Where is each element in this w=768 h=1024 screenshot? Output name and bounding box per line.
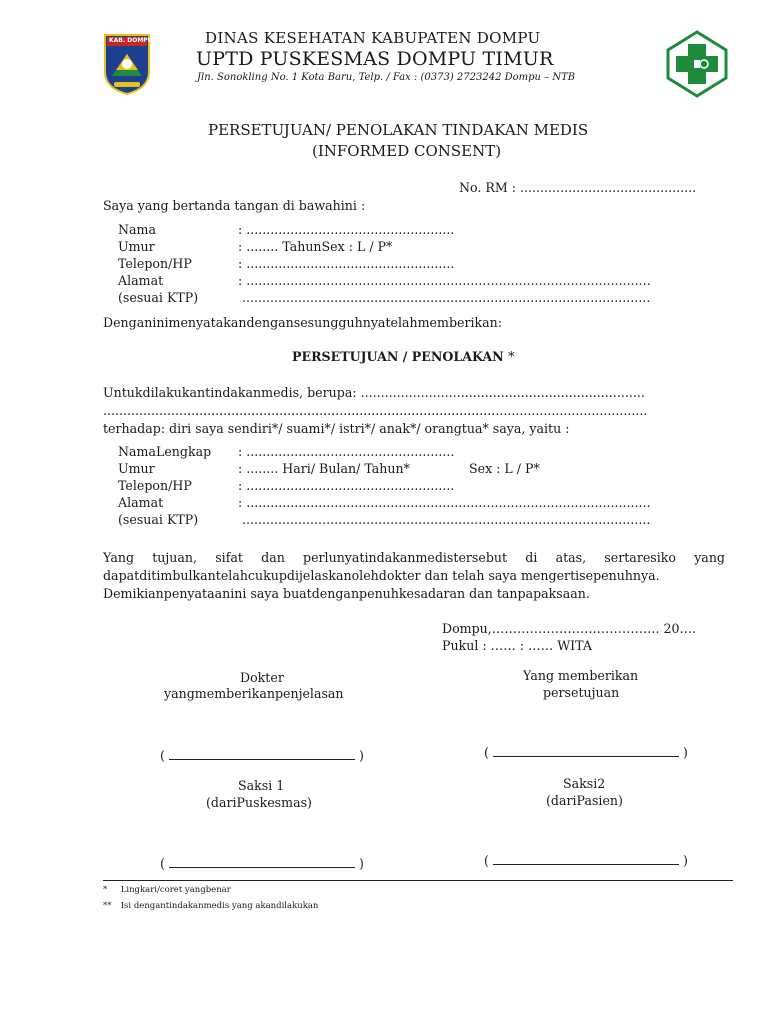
address-line: Jln. Sonokling No. 1 Kota Baru, Telp. / Fax : (0373) 2723242 Dompu – NTB <box>197 72 576 83</box>
close-paren: ) <box>682 745 688 760</box>
giver-caption-2: persetujuan <box>543 685 620 700</box>
doctor-caption-1: Dokter <box>240 670 284 685</box>
signer-alamat-label: Alamat <box>118 273 164 288</box>
logo-puskesmas <box>666 30 728 98</box>
patient-sex-field[interactable]: Sex : L / P* <box>469 461 540 476</box>
rm-dots[interactable]: ............................................ <box>520 180 697 195</box>
witness2-signature-line[interactable] <box>484 853 688 868</box>
witness2-signature-blank[interactable] <box>493 853 679 865</box>
time-field[interactable]: Pukul : …… : …… WITA <box>442 638 592 653</box>
signer-fields <box>118 222 728 312</box>
patient-umur-label: Umur <box>118 461 155 476</box>
doctor-signature-blank[interactable] <box>169 748 355 760</box>
open-paren: ( <box>484 853 489 868</box>
logo-kab-dompu <box>102 32 152 96</box>
intro-text: Saya yang bertanda tangan di bawahini : <box>103 198 366 213</box>
patient-alamat-label: Alamat <box>118 495 164 510</box>
section-heading <box>292 349 514 364</box>
patient-telepon-field[interactable]: : .................................................... <box>238 478 455 493</box>
giver-signature-blank[interactable] <box>493 745 679 757</box>
footnote-1 <box>103 885 231 895</box>
witness2-caption-2: (dariPasien) <box>546 793 623 808</box>
footnote-1-mark: * <box>103 885 108 895</box>
patient-ktp-field[interactable]: ...................................................................................................... <box>242 512 651 527</box>
paragraph-line-2: dapatditimbulkantelahcukupdijelaskanolehdokter dan telah saya mengertisepenuhnya. <box>103 568 660 583</box>
patient-alamat-field[interactable]: : ..................................................................................................... <box>238 495 651 510</box>
doctor-caption-2: yangmemberikanpenjelasan <box>164 686 344 701</box>
signer-ktp-label: (sesuai KTP) <box>118 290 199 305</box>
signer-ktp-field[interactable]: ...................................................................................................... <box>242 290 651 305</box>
patient-umur-field[interactable]: : ........ Hari/ Bulan/ Tahun* <box>238 461 410 476</box>
signer-telepon-field[interactable]: : .................................................... <box>238 256 455 271</box>
form-subtitle: (INFORMED CONSENT) <box>312 142 502 160</box>
agency-name: DINAS KESEHATAN KABUPATEN DOMPU <box>205 29 541 47</box>
place-date[interactable]: Dompu,…………………………………. 20…. <box>442 621 697 636</box>
signer-umur-field[interactable]: : ........ TahunSex : L / P* <box>238 239 393 254</box>
footnote-divider <box>103 880 733 881</box>
procedure-label: Untukdilakukantindakanmedis, berupa: <box>103 385 357 400</box>
open-paren: ( <box>484 745 489 760</box>
giver-signature-line[interactable] <box>484 745 688 760</box>
footnote-2-text: Isi dengantindakanmedis yang akandilakukan <box>120 901 319 911</box>
section-heading-mark: * <box>508 349 515 364</box>
footnote-2-mark: ** <box>103 901 112 911</box>
unit-name: UPTD PUSKESMAS DOMPU TIMUR <box>196 48 554 70</box>
doctor-signature-line[interactable] <box>160 748 364 763</box>
patient-nama-label: NamaLengkap <box>118 444 212 459</box>
patient-fields <box>118 444 728 534</box>
consent-paragraph <box>103 549 725 603</box>
patient-telepon-label: Telepon/HP <box>118 478 192 493</box>
form-title: PERSETUJUAN/ PENOLAKAN TINDAKAN MEDIS <box>208 121 589 139</box>
witness1-signature-line[interactable] <box>160 856 364 871</box>
signer-nama-field[interactable]: : .................................................... <box>238 222 455 237</box>
procedure-row <box>103 385 728 400</box>
witness1-caption-1: Saksi 1 <box>238 778 285 793</box>
against-text: terhadap: diri saya sendiri*/ suami*/ istri*/ anak*/ orangtua* saya, yaitu : <box>103 421 570 436</box>
procedure-field-2[interactable]: ........................................................................................................................................ <box>103 403 648 418</box>
signer-nama-label: Nama <box>118 222 156 237</box>
footnote-1-text: Lingkari/coret yangbenar <box>120 885 231 895</box>
witness1-caption-2: (dariPuskesmas) <box>206 795 312 810</box>
rm-number <box>459 180 696 195</box>
signer-umur-label: Umur <box>118 239 155 254</box>
patient-ktp-label: (sesuai KTP) <box>118 512 199 527</box>
witness1-signature-blank[interactable] <box>169 856 355 868</box>
footnote-2 <box>103 901 318 911</box>
close-paren: ) <box>682 853 688 868</box>
open-paren: ( <box>160 748 165 763</box>
paragraph-line-1: Yang tujuan, sifat dan perlunyatindakanmedistersebut di atas, sertaresiko yang <box>103 550 725 565</box>
witness2-caption-1: Saksi2 <box>563 776 606 791</box>
patient-nama-field[interactable]: : .................................................... <box>238 444 455 459</box>
statement-text: Denganinimenyatakandengansesungguhnyatelahmemberikan: <box>103 315 502 330</box>
close-paren: ) <box>358 856 364 871</box>
signer-alamat-field[interactable]: : ..................................................................................................... <box>238 273 651 288</box>
logo-left-text: KAB. DOMPU <box>109 37 153 44</box>
giver-caption-1: Yang memberikan <box>523 668 639 683</box>
rm-label: No. RM : <box>459 180 517 195</box>
section-heading-text: PERSETUJUAN / PENOLAKAN <box>292 349 504 364</box>
open-paren: ( <box>160 856 165 871</box>
signer-telepon-label: Telepon/HP <box>118 256 192 271</box>
close-paren: ) <box>358 748 364 763</box>
paragraph-line-3: Demikianpenyataanini saya buatdenganpenuhkesadaran dan tanpapaksaan. <box>103 586 590 601</box>
procedure-field[interactable]: ....................................................................... <box>360 385 645 400</box>
